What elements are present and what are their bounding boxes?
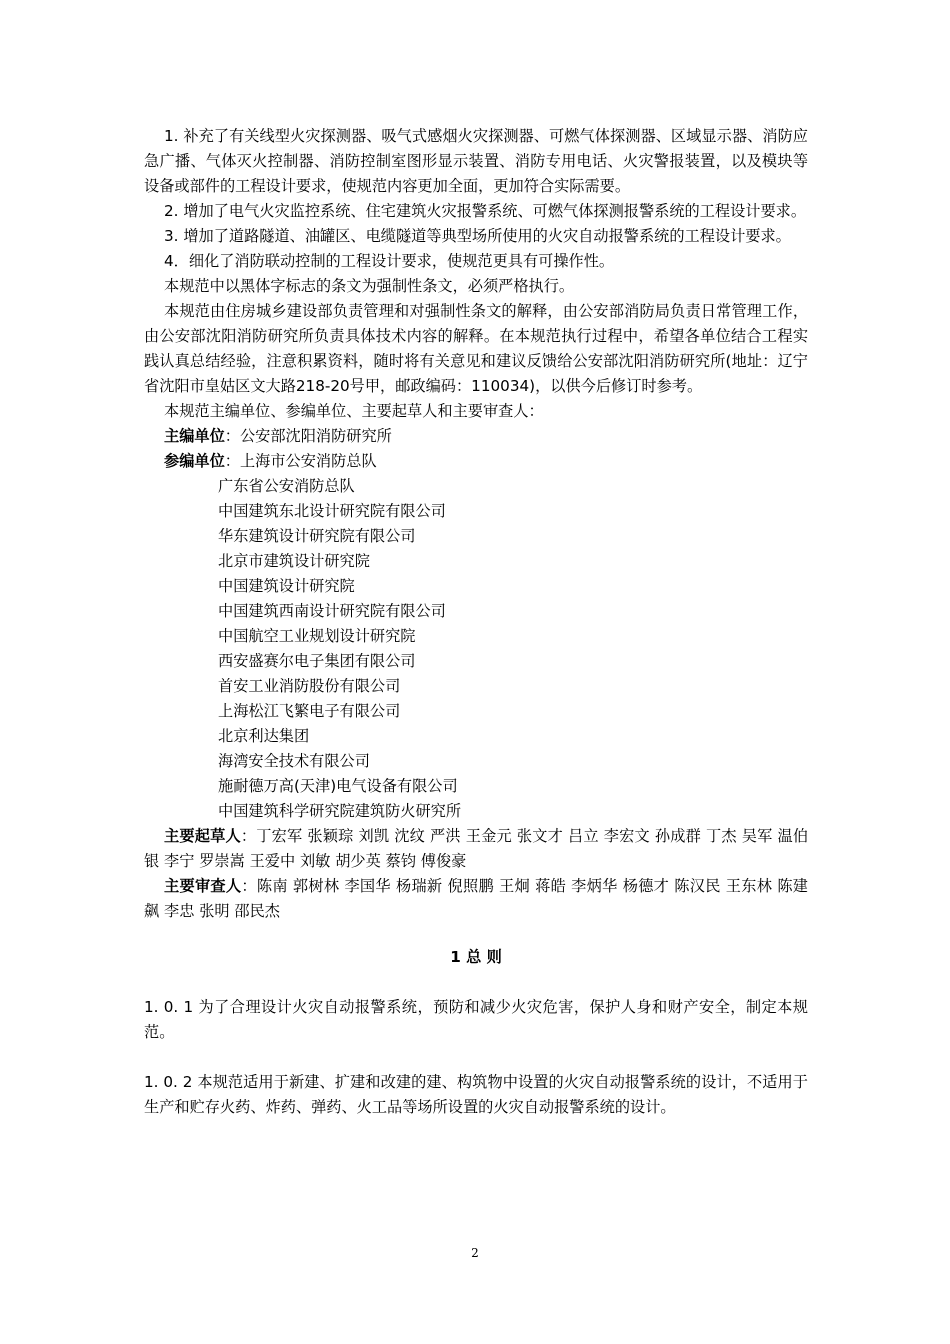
participant-unit: 北京利达集团 (218, 727, 310, 745)
clause-1-0-2: 1. 0. 2 本规范适用于新建、扩建和改建的建、构筑物中设置的火灾自动报警系统的设计，不适用于生产和贮存火药、炸药、弹药、火工品等场所设置的火灾自动报警系统的设计。 (144, 1073, 808, 1116)
participant-unit: 中国建筑设计研究院 (218, 577, 355, 595)
participant-unit-first: ：上海市公安消防总队 (224, 452, 377, 470)
participant-unit: 海湾安全技术有限公司 (218, 752, 370, 770)
drafters-line (144, 824, 808, 874)
revision-item-4: 4．细化了消防联动控制的工程设计要求，使规范更具有可操作性。 (164, 252, 615, 270)
participant-unit: 中国建筑西南设计研究院有限公司 (218, 602, 446, 620)
chief-unit-label: 主编单位 (164, 427, 225, 445)
participant-unit: 施耐德万高(天津)电气设备有限公司 (218, 777, 458, 795)
participant-unit: 中国建筑科学研究院建筑防火研究所 (218, 802, 461, 820)
chief-unit-line (144, 424, 808, 449)
chapter-title: 1 总 则 (450, 948, 502, 966)
participant-unit: 广东省公安消防总队 (218, 477, 355, 495)
reviewers-label: 主要审查人 (164, 877, 242, 895)
clause-1-0-1: 1. 0. 1 为了合理设计火灾自动报警系统，预防和减少火灾危害，保护人身和财产安全，制定本规范。 (144, 998, 808, 1041)
participant-unit: 西安盛赛尔电子集团有限公司 (218, 652, 416, 670)
participant-unit-line (144, 449, 808, 474)
revision-item-2: 2. 增加了电气火灾监控系统、住宅建筑火灾报警系统、可燃气体探测报警系统的工程设计要求。 (164, 202, 807, 220)
management-paragraph: 本规范由住房城乡建设部负责管理和对强制性条文的解释，由公安部消防局负责日常管理工作，由公安部沈阳消防研究所负责具体技术内容的解释。在本规范执行过程中，希望各单位结合工程实践认真总结经验，注意积累资料，随时将有关意见和建议反馈给公安部沈阳消防研究所(地址：辽宁省沈阳市皇姑区文大路218-20号甲，邮政编码：110034)，以供今后修订时参考。 (144, 302, 808, 395)
participant-unit: 上海松江飞繁电子有限公司 (218, 702, 401, 720)
drafters-label: 主要起草人 (164, 827, 241, 845)
participant-unit-list (144, 474, 808, 824)
participant-unit: 华东建筑设计研究院有限公司 (218, 527, 416, 545)
participant-unit: 北京市建筑设计研究院 (218, 552, 370, 570)
participant-unit: 中国建筑东北设计研究院有限公司 (218, 502, 446, 520)
participant-unit-label: 参编单位 (164, 452, 225, 470)
chief-unit-value: ：公安部沈阳消防研究所 (224, 427, 392, 445)
participant-unit: 中国航空工业规划设计研究院 (218, 627, 416, 645)
revision-item-3: 3. 增加了道路隧道、油罐区、电缆隧道等典型场所使用的火灾自动报警系统的工程设计要求。 (164, 227, 791, 245)
participant-unit: 首安工业消防股份有限公司 (218, 677, 401, 695)
revision-item-1: 1. 补充了有关线型火灾探测器、吸气式感烟火灾探测器、可燃气体探测器、区域显示器、消防应急广播、气体灭火控制器、消防控制室图形显示装置、消防专用电话、火灾警报装置，以及模块等设备或部件的工程设计要求，使规范内容更加全面，更加符合实际需要。 (144, 127, 808, 195)
page-number: 2 (471, 1246, 479, 1260)
drafters-names: ：丁宏军 张颖琮 刘凯 沈纹 严洪 王金元 张文才 吕立 李宏文 孙成群 丁杰 吴军 温伯银 李宁 罗崇嵩 王爱中 刘敏 胡少英 蔡钧 傅俊豪 (144, 827, 809, 870)
reviewers-line (144, 874, 808, 924)
mandatory-note: 本规范中以黑体字标志的条文为强制性条文，必须严格执行。 (164, 277, 575, 295)
reviewers-names: ：陈南 郭树林 李国华 杨瑞新 倪照鹏 王炯 蒋皓 李炳华 杨德才 陈汉民 王东林 陈建飙 李忠 张明 邵民杰 (144, 877, 808, 920)
clause-spacer (144, 1045, 808, 1070)
units-intro: 本规范主编单位、参编单位、主要起草人和主要审查人： (164, 402, 544, 420)
page-content (144, 124, 808, 1120)
